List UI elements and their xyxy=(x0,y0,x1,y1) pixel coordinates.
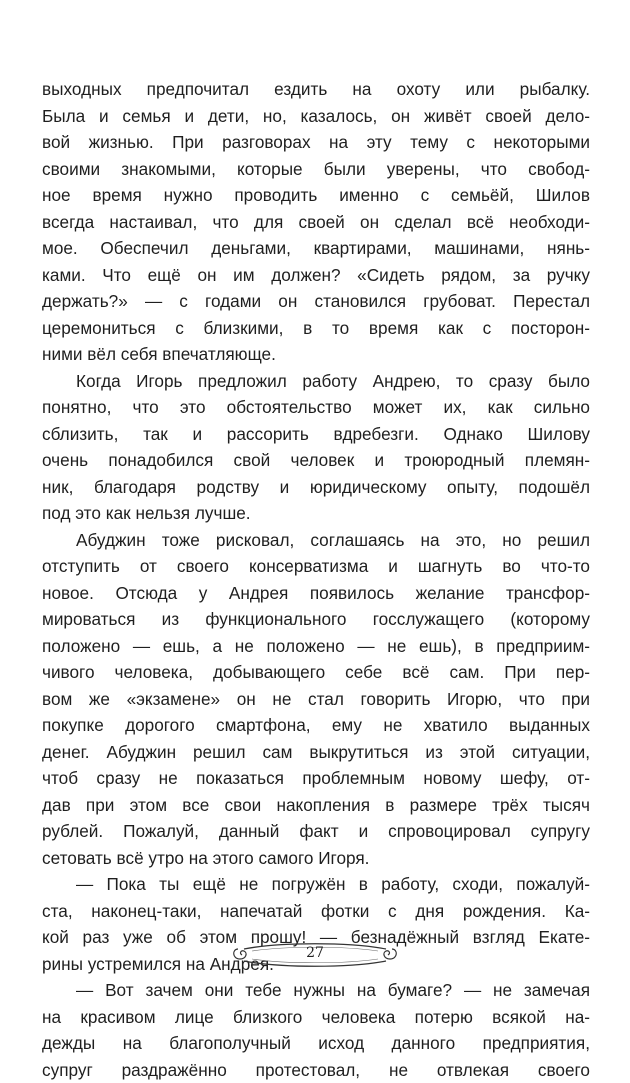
text-line: своими знакомыми, которые были уверены, что свобод- xyxy=(42,156,590,183)
text-line: чивого человека, добывающего себе всё сам. При пер- xyxy=(42,659,590,686)
text-line: покупке дорогого смартфона, ему не хватило выданных xyxy=(42,712,590,739)
text-line: ста, наконец-таки, напечатай фотки с дня рождения. Ка- xyxy=(42,898,590,925)
text-line: супруг раздражённо протестовал, не отвлекая своего xyxy=(42,1057,590,1083)
text-line: вом же «экзамене» он не стал говорить Игорю, что при xyxy=(42,686,590,713)
text-line: понятно, что это обстоятельство может их, как сильно xyxy=(42,394,590,421)
text-line: вой жизнью. При разговорах на эту тему с некоторыми xyxy=(42,129,590,156)
text-line: ник, благодаря родству и юридическому опыту, подошёл xyxy=(42,474,590,501)
text-line: Была и семья и дети, но, казалось, он живёт своей дело- xyxy=(42,103,590,130)
text-line: под это как нельзя лучше. xyxy=(42,500,590,527)
text-line: дежды на благополучный исход данного предприятия, xyxy=(42,1030,590,1057)
text-line: кой раз уже об этом прошу! — безнадёжный взгляд Екате- xyxy=(42,924,590,951)
text-line: мое. Обеспечил деньгами, квартирами, машинами, нянь- xyxy=(42,235,590,262)
text-line: денег. Абуджин решил сам выкрутиться из этой ситуации, xyxy=(42,739,590,766)
text-line: держать?» — с годами он становился грубоват. Перестал xyxy=(42,288,590,315)
text-line: рины устремился на Андрея. xyxy=(42,951,590,978)
text-line: ное время нужно проводить именно с семьёй, Шилов xyxy=(42,182,590,209)
text-line: ними вёл себя впечатляюще. xyxy=(42,341,590,368)
text-line: выходных предпочитал ездить на охоту или рыбалку. xyxy=(42,76,590,103)
text-line: Когда Игорь предложил работу Андрею, то сразу было xyxy=(42,368,590,395)
text-line: чтоб сразу не показаться проблемным новому шефу, от- xyxy=(42,765,590,792)
text-line: отступить от своего консерватизма и шагнуть во что-то xyxy=(42,553,590,580)
text-line: — Пока ты ещё не погружён в работу, сходи, пожалуй- xyxy=(42,871,590,898)
body-text xyxy=(42,76,590,1083)
text-line: мироваться из функционального госслужащего (которому xyxy=(42,606,590,633)
text-line: сетовать всё утро на этого самого Игоря. xyxy=(42,845,590,872)
page-number-banner xyxy=(230,935,400,975)
text-line: на красивом лице близкого человека потерю всякой на- xyxy=(42,1004,590,1031)
text-line: сблизить, так и рассорить вдребезги. Однако Шилову xyxy=(42,421,590,448)
text-line: — Вот зачем они тебе нужны на бумаге? — не замечая xyxy=(42,977,590,1004)
text-line: положено — ешь, а не положено — не ешь), в предприим- xyxy=(42,633,590,660)
text-line: церемониться с близкими, в то время как с посторон- xyxy=(42,315,590,342)
text-line: новое. Отсюда у Андрея появилось желание трансфор- xyxy=(42,580,590,607)
text-line: рублей. Пожалуй, данный факт и спровоцировал супругу xyxy=(42,818,590,845)
text-line: Абуджин тоже рисковал, соглашаясь на это, но решил xyxy=(42,527,590,554)
page-number: 27 xyxy=(230,943,400,963)
text-line: всегда настаивал, что для своей он сделал всё необходи- xyxy=(42,209,590,236)
text-line: очень понадобился свой человек и троюродный племян- xyxy=(42,447,590,474)
text-line: ками. Что ещё он им должен? «Сидеть рядом, за ручку xyxy=(42,262,590,289)
text-line: дав при этом все свои накопления в размере трёх тысяч xyxy=(42,792,590,819)
